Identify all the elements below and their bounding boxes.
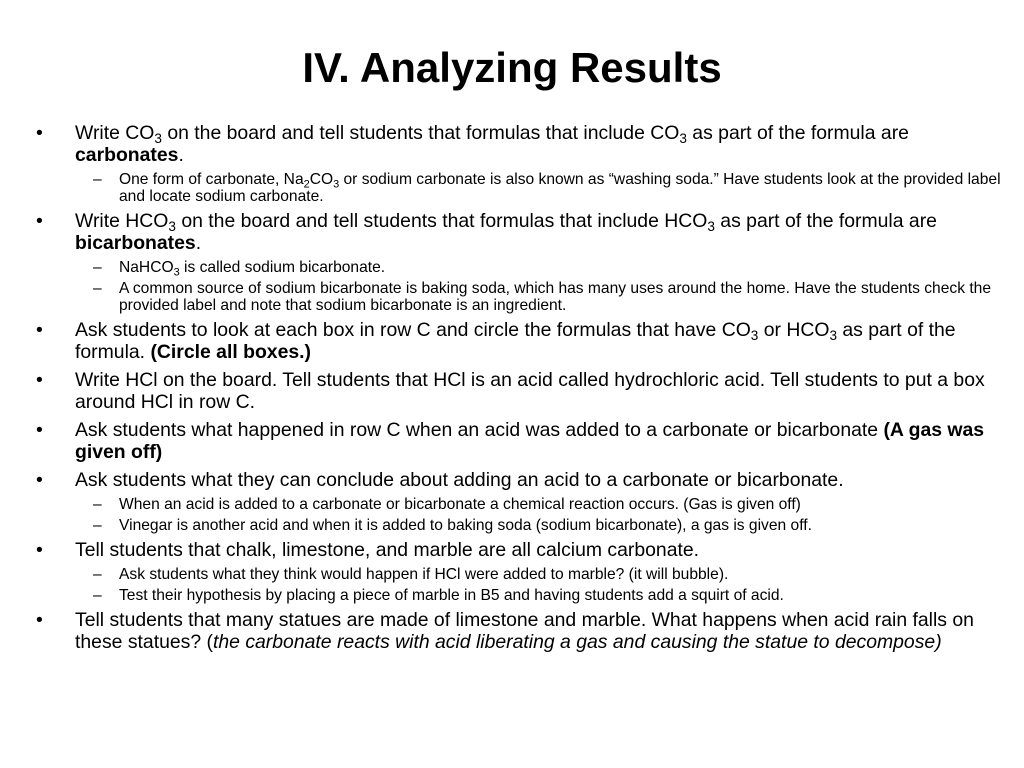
text-run: as part of the formula. xyxy=(75,319,956,363)
bullet-marker: • xyxy=(36,539,43,561)
bullet-list xyxy=(36,122,1016,659)
text-run: One form of carbonate, Na xyxy=(119,171,304,188)
subscript: 3 xyxy=(173,266,180,279)
subscript: 3 xyxy=(679,131,687,147)
sub-bullet-item xyxy=(36,259,1016,279)
bullet-text xyxy=(75,210,937,254)
dash-marker: – xyxy=(93,587,102,604)
sub-bullet-item xyxy=(36,517,1016,534)
text-run: Ask students what they think would happen if HCl were added to marble? (it will bubble). xyxy=(119,566,729,583)
text-run: on the board and tell students that formulas that include HCO xyxy=(175,210,708,232)
bullet-text xyxy=(75,609,974,653)
subscript: 3 xyxy=(168,219,176,235)
text-run: or sodium carbonate is also known as “washing soda.” Have students look at the provided label and locate sodium carbonate. xyxy=(119,171,1001,205)
text-run: Ask students what happened in row C when an acid was added to a carbonate or bicarbonate xyxy=(75,419,884,441)
subscript: 3 xyxy=(154,131,162,147)
text-run: Write HCl on the board. Tell students that HCl is an acid called hydrochloric acid. Tell students to put a box around HCl in row C. xyxy=(75,369,985,413)
dash-marker: – xyxy=(93,566,102,583)
text-run: as part of the formula are xyxy=(714,210,937,232)
text-run: Write HCO xyxy=(75,210,169,232)
bullet-marker: • xyxy=(36,319,43,341)
bold-text: bicarbonates xyxy=(75,232,196,254)
bullet-text xyxy=(75,469,844,491)
bullet-item xyxy=(36,419,1016,463)
subscript: 3 xyxy=(829,328,838,344)
bold-text: (Circle all boxes.) xyxy=(150,341,312,363)
bullet-text xyxy=(119,517,812,534)
bullet-marker: • xyxy=(36,419,43,441)
bold-text: (A gas was given off) xyxy=(75,419,985,463)
text-run: . xyxy=(178,144,184,166)
subscript: 2 xyxy=(303,178,310,191)
subscript: 3 xyxy=(333,178,340,191)
dash-marker: – xyxy=(93,280,102,297)
bullet-text xyxy=(119,587,784,604)
text-run: CO xyxy=(309,171,334,188)
text-run: . xyxy=(195,232,202,254)
bullet-text xyxy=(119,566,728,583)
slide-title: IV. Analyzing Results xyxy=(302,44,722,91)
dash-marker: – xyxy=(93,496,102,513)
bullet-item xyxy=(36,469,1016,491)
dash-marker: – xyxy=(93,171,102,188)
text-run: Ask students what they can conclude about adding an acid to a carbonate or bicarbonate. xyxy=(75,469,844,491)
text-run: as part of the formula are xyxy=(686,122,909,144)
subscript: 3 xyxy=(707,219,715,235)
sub-bullet-item xyxy=(36,171,1016,205)
dash-marker: – xyxy=(93,517,102,534)
dash-marker: – xyxy=(93,259,102,276)
bullet-marker: • xyxy=(36,210,43,232)
sub-bullet-item xyxy=(36,280,1016,314)
bullet-marker: • xyxy=(36,609,43,631)
bullet-marker: • xyxy=(36,469,43,491)
bullet-text xyxy=(119,280,991,314)
bullet-text xyxy=(75,369,985,413)
text-run: Vinegar is another acid and when it is added to baking soda (sodium bicarbonate), a gas is given off. xyxy=(119,517,812,534)
text-run: Write CO xyxy=(75,122,155,144)
text-run: or HCO xyxy=(758,319,830,341)
text-run: on the board and tell students that formulas that include CO xyxy=(161,122,680,144)
sub-bullet-item xyxy=(36,587,1016,604)
bullet-item xyxy=(36,122,1016,166)
bullet-text xyxy=(119,171,1001,205)
text-run: A common source of sodium bicarbonate is baking soda, which has many uses around the home. Have the students check the provided label and note that sodium bicarbonate is an ingredient. xyxy=(119,280,992,314)
bullet-text xyxy=(75,122,909,166)
bullet-text xyxy=(119,496,801,513)
bullet-text xyxy=(119,259,386,279)
bullet-item xyxy=(36,539,1016,561)
sub-bullet-item xyxy=(36,496,1016,513)
bullet-marker: • xyxy=(36,122,43,144)
text-run: Ask students to look at each box in row C and circle the formulas that have CO xyxy=(75,319,751,341)
text-run: is called sodium bicarbonate. xyxy=(179,259,386,276)
bullet-text xyxy=(75,319,956,363)
bullet-item xyxy=(36,369,1016,413)
subscript: 3 xyxy=(750,328,759,344)
bold-text: carbonates xyxy=(75,144,179,166)
text-run: NaHCO xyxy=(119,259,174,276)
italic-text: the carbonate reacts with acid liberating a gas and causing the statue to decompose) xyxy=(212,631,942,653)
text-run: Tell students that chalk, limestone, and marble are all calcium carbonate. xyxy=(75,539,700,561)
bullet-marker: • xyxy=(36,369,43,391)
bullet-item xyxy=(36,609,1016,653)
bullet-item xyxy=(36,210,1016,254)
text-run: Tell students that many statues are made of limestone and marble. What happens when acid rain falls on these statues? ( xyxy=(75,609,974,653)
bullet-item xyxy=(36,319,1016,363)
sub-bullet-item xyxy=(36,566,1016,583)
bullet-text xyxy=(75,419,984,463)
bullet-text xyxy=(75,539,699,561)
text-run: When an acid is added to a carbonate or bicarbonate a chemical reaction occurs. (Gas is given off) xyxy=(119,496,801,513)
text-run: Test their hypothesis by placing a piece of marble in B5 and having students add a squirt of acid. xyxy=(119,587,784,604)
